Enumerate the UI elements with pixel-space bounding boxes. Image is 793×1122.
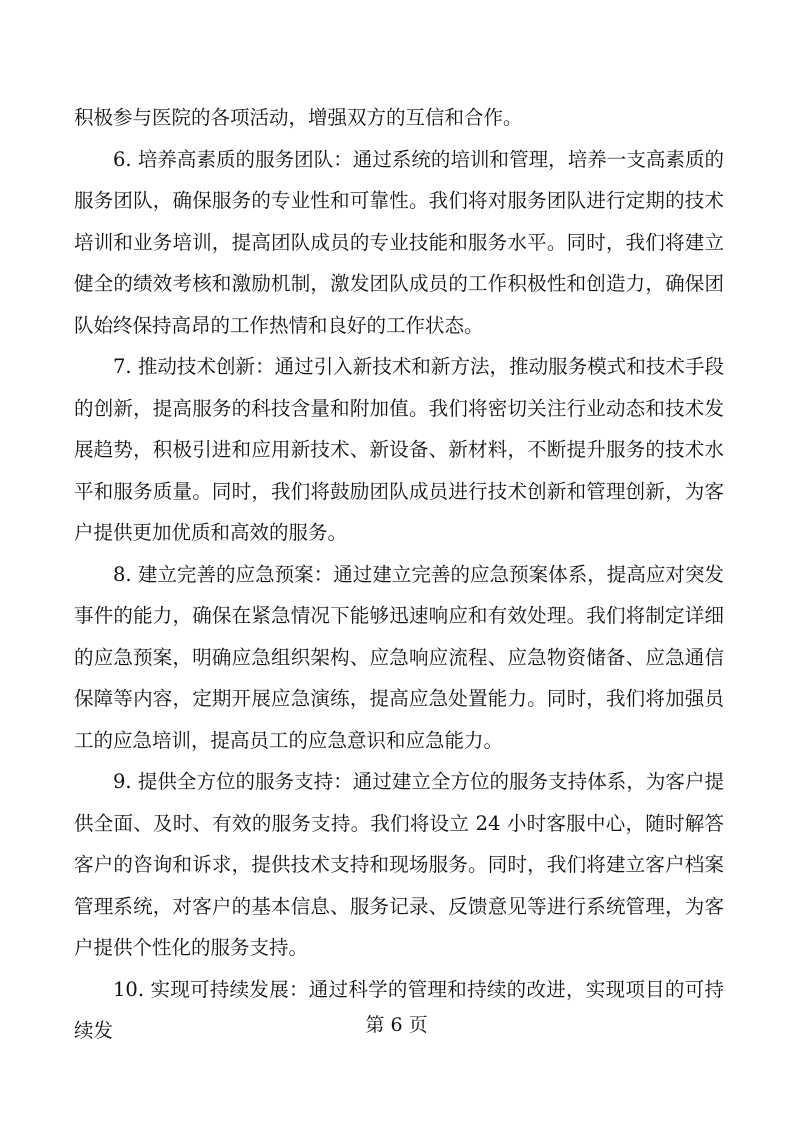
paragraph-item-9: 9. 提供全方位的服务支持：通过建立全方位的服务支持体系，为客户提供全面、及时、有效的服务支持。我们将设立 24 小时客服中心，随时解答客户的咨询和诉求，提供技术支持和现场服务。同时，我们将建立客户档案管理系统，对客户的基本信息、服务记录、反馈意见等进行系统管理，为客户提供个性化的服务支持。 — [74, 770, 724, 959]
document-body — [74, 97, 724, 1052]
paragraph-item-7: 7. 推动技术创新：通过引入新技术和新方法，推动服务模式和技术手段的创新，提高服务的科技含量和附加值。我们将密切关注行业动态和技术发展趋势，积极引进和应用新技术、新设备、新材料，不断提升服务的技术水平和服务质量。同时，我们将鼓励团队成员进行技术创新和管理创新，为客户提供更加优质和高效的服务。 — [74, 355, 724, 544]
paragraph-continuation: 积极参与医院的各项活动，增强双方的互信和合作。 — [74, 106, 523, 129]
paragraph-item-8: 8. 建立完善的应急预案：通过建立完善的应急预案体系，提高应对突发事件的能力，确保在紧急情况下能够迅速响应和有效处理。我们将制定详细的应急预案，明确应急组织架构、应急响应流程、应急物资储备、应急通信保障等内容，定期开展应急演练，提高应急处置能力。同时，我们将加强员工的应急培训，提高员工的应急意识和应急能力。 — [74, 562, 724, 752]
paragraph-item-6: 6. 培养高素质的服务团队：通过系统的培训和管理，培养一支高素质的服务团队，确保服务的专业性和可靠性。我们将对服务团队进行定期的技术培训和业务培训，提高团队成员的专业技能和服务水平。同时，我们将建立健全的绩效考核和激励机制，激发团队成员的工作积极性和创造力，确保团队始终保持高昂的工作热情和良好的工作状态。 — [74, 147, 724, 337]
page-number: 第 6 页 — [365, 1014, 428, 1036]
paragraph-item-10: 10. 实现可持续发展：通过科学的管理和持续的改进，实现项目的可持续发 — [74, 977, 724, 1042]
